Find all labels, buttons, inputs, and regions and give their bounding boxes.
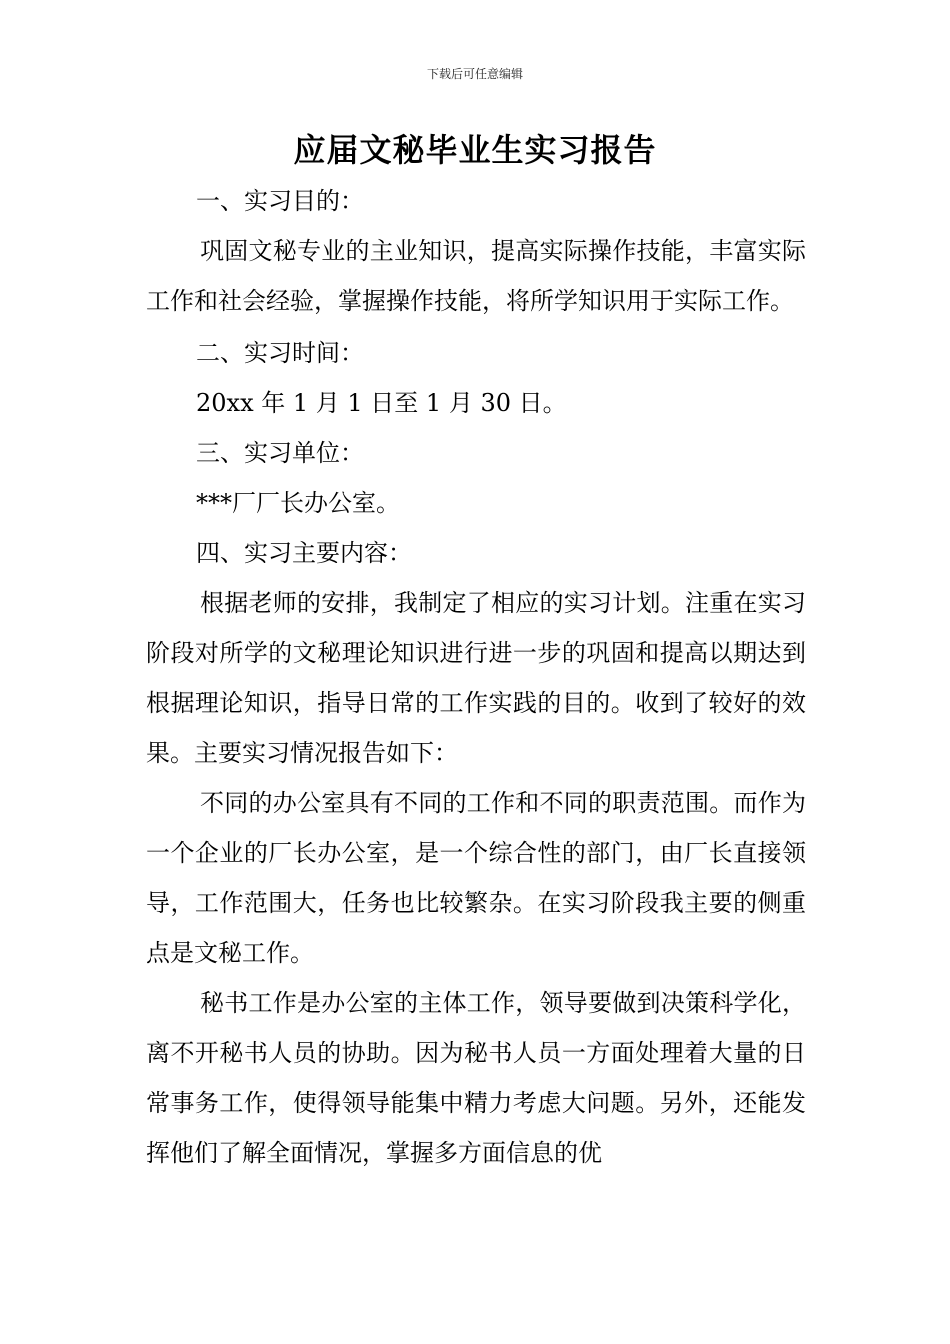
paragraph-purpose: 巩固文秘专业的主业知识，提高实际操作技能，丰富实际工作和社会经验，掌握操作技能，将所学知识用于实际工作。: [146, 237, 806, 315]
section-heading-content: 四、实习主要内容：: [196, 539, 412, 567]
page-header-note: 下载后可任意编辑: [426, 67, 523, 81]
document-body: [146, 176, 806, 1178]
document-title: 应届文秘毕业生实习报告: [293, 131, 657, 169]
paragraph-content-secretary: 秘书工作是办公室的主体工作，领导要做到决策科学化，离不开秘书人员的协助。因为秘书人员一方面处理着大量的日常事务工作，使得领导能集中精力考虑大问题。另外，还能发挥他们了解全面情况，掌握多方面信息的优: [146, 989, 806, 1167]
paragraph-time: 20xx 年 1 月 1 日至 1 月 30 日。: [196, 389, 567, 417]
section-heading-purpose: 一、实习目的：: [196, 187, 364, 215]
section-heading-time: 二、实习时间：: [196, 339, 364, 367]
paragraph-unit: ***厂厂长办公室。: [196, 489, 400, 517]
paragraph-content-plan: 根据老师的安排，我制定了相应的实习计划。注重在实习阶段对所学的文秘理论知识进行进一步的巩固和提高以期达到根据理论知识，指导日常的工作实践的目的。收到了较好的效果。主要实习情况报告如下：: [146, 589, 806, 767]
paragraph-content-office: 不同的办公室具有不同的工作和不同的职责范围。而作为一个企业的厂长办公室，是一个综合性的部门，由厂长直接领导，工作范围大，任务也比较繁杂。在实习阶段我主要的侧重点是文秘工作。: [146, 789, 806, 967]
section-heading-unit: 三、实习单位：: [196, 439, 364, 467]
